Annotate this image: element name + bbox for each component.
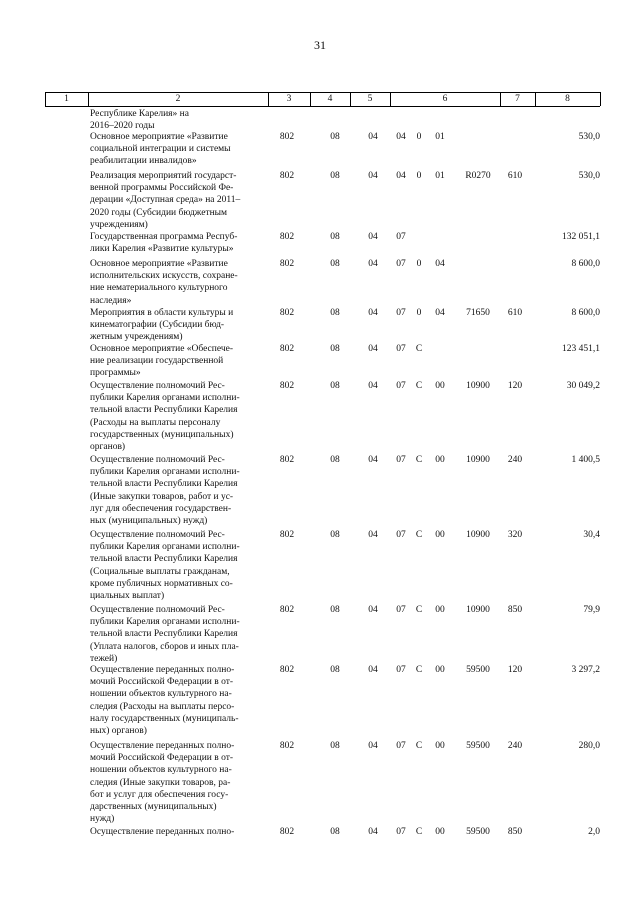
col-6-program: 07	[396, 827, 406, 837]
row-description	[90, 604, 268, 665]
col-8-amount: 280,0	[578, 741, 600, 751]
col-6-direction: 59500	[466, 665, 490, 675]
col-6-program: 04	[396, 132, 406, 142]
row-description	[90, 231, 268, 255]
col-6-direction: 10900	[466, 381, 490, 391]
row-description-line: Реализация мероприятий государст-	[90, 171, 237, 181]
row-description-line: циальных выплат)	[90, 591, 165, 602]
col-8-amount: 8 600,0	[571, 259, 600, 269]
header-col-3: 3	[286, 94, 292, 104]
col-6-program: 04	[396, 171, 406, 181]
row-description	[90, 170, 268, 231]
row-description-line: следия (Иные закупки товаров, ра-	[90, 777, 231, 788]
col-6-activity: 00	[435, 455, 445, 465]
col-3-code: 802	[279, 665, 295, 675]
col-6-direction: 10900	[466, 530, 490, 540]
col-8-amount: 1 400,5	[571, 455, 600, 465]
col-6-activity: 00	[435, 381, 445, 391]
col-6-direction: 10900	[466, 605, 490, 615]
col-6-subprogram: С	[415, 344, 423, 354]
row-description-line: тельной власти Республики Карелия	[90, 405, 238, 416]
col-7-expense-type: 240	[507, 455, 523, 465]
row-description	[90, 826, 268, 838]
col-6-program: 07	[396, 308, 406, 318]
row-description-line: ние нематериального культурного	[90, 283, 228, 294]
header-col-8: 8	[565, 94, 570, 104]
row-description-line: (Уплата налогов, сборов и иных пла-	[90, 641, 239, 652]
row-description-line: ние реализации государственной	[90, 356, 224, 367]
col-6-activity: 00	[435, 665, 445, 675]
col-6-program: 07	[396, 381, 406, 391]
col-8-amount: 30,4	[583, 530, 600, 540]
col-4-code: 08	[330, 232, 340, 242]
col-6-activity: 04	[435, 259, 445, 269]
row-description-line: публики Карелия органами исполни-	[90, 617, 240, 628]
col-4-code: 08	[330, 308, 340, 318]
row-description-line: Осуществление полномочий Рес-	[90, 381, 225, 391]
col-6-subprogram: С	[415, 665, 423, 675]
col-5-code: 04	[368, 132, 378, 142]
col-6-direction: 59500	[466, 827, 490, 837]
row-description-line: Основное мероприятие «Развитие	[90, 132, 228, 142]
col-4-code: 08	[330, 381, 340, 391]
row-description-line: (Расходы на выплаты персоналу	[90, 417, 221, 428]
row-description-line: Осуществление полномочий Рес-	[90, 455, 225, 465]
col-5-code: 04	[368, 344, 378, 354]
row-description-line: кроме публичных нормативных со-	[90, 578, 233, 589]
col-8-amount: 530,0	[578, 132, 600, 142]
col-4-code: 08	[330, 665, 340, 675]
row-description	[90, 529, 268, 602]
col-6-direction: R0270	[465, 171, 491, 181]
col-8-amount: 530,0	[578, 171, 600, 181]
row-description-line: тельной власти Республики Карелия	[90, 629, 238, 640]
col-3-code: 802	[279, 530, 295, 540]
row-description-line: реабилитации инвалидов»	[90, 156, 197, 167]
col-6-program: 07	[396, 232, 406, 242]
row-description-line: Республике Карелия» на	[90, 109, 189, 119]
col-6-subprogram: 0	[416, 308, 422, 318]
row-description	[90, 343, 268, 380]
col-8-amount: 132 051,1	[562, 232, 600, 242]
col-5-code: 04	[368, 259, 378, 269]
header-divider	[600, 92, 601, 106]
header-col-5: 5	[367, 94, 373, 104]
row-description-line: тельной власти Республики Карелия	[90, 479, 238, 490]
col-6-program: 07	[396, 605, 406, 615]
row-description-line: публики Карелия органами исполни-	[90, 467, 240, 478]
col-3-code: 802	[279, 232, 295, 242]
row-description-line: исполнительских искусств, сохране-	[90, 271, 238, 282]
row-description-line: (Социальные выплаты гражданам,	[90, 566, 230, 577]
col-4-code: 08	[330, 344, 340, 354]
row-description	[90, 108, 268, 132]
row-description-line: публики Карелия органами исполни-	[90, 542, 240, 553]
col-6-subprogram: С	[415, 605, 423, 615]
col-6-program: 07	[396, 344, 406, 354]
row-description-line: Осуществление переданных полно-	[90, 665, 235, 675]
col-7-expense-type: 610	[507, 308, 523, 318]
row-description	[90, 307, 268, 344]
col-5-code: 04	[368, 665, 378, 675]
col-5-code: 04	[368, 381, 378, 391]
col-6-program: 07	[396, 530, 406, 540]
row-description-line: мочий Российской Федерации в от-	[90, 753, 234, 764]
col-5-code: 04	[368, 827, 378, 837]
col-4-code: 08	[330, 605, 340, 615]
header-col-4: 4	[327, 94, 333, 104]
row-description-line: нужд)	[90, 814, 115, 825]
row-description-line: тельной власти Республики Карелия	[90, 554, 238, 565]
col-7-expense-type: 610	[507, 171, 523, 181]
col-8-amount: 3 297,2	[571, 665, 600, 675]
row-description-line: Государственная программа Респуб-	[90, 232, 238, 242]
col-5-code: 04	[368, 232, 378, 242]
col-6-activity: 04	[435, 308, 445, 318]
header-col-6: 6	[442, 94, 448, 104]
col-6-subprogram: 0	[416, 259, 422, 269]
col-4-code: 08	[330, 827, 340, 837]
row-description-line: Основное мероприятие «Развитие	[90, 259, 228, 269]
col-7-expense-type: 120	[507, 665, 523, 675]
row-description-line: следия (Расходы на выплаты персо-	[90, 701, 235, 712]
header-col-7: 7	[515, 94, 520, 104]
col-7-expense-type: 240	[507, 741, 523, 751]
col-6-subprogram: С	[415, 827, 423, 837]
col-3-code: 802	[279, 455, 295, 465]
row-description-line: органов)	[90, 442, 126, 453]
row-description	[90, 380, 268, 453]
col-5-code: 04	[368, 308, 378, 318]
header-bottom-rule	[45, 106, 600, 107]
row-description-line: Осуществление переданных полно-	[90, 741, 235, 751]
row-description-line: луг для обеспечения государствен-	[90, 503, 232, 514]
col-3-code: 802	[279, 171, 295, 181]
col-4-code: 08	[330, 455, 340, 465]
col-7-expense-type: 850	[507, 827, 523, 837]
col-6-program: 07	[396, 259, 406, 269]
row-description-line: ношении объектов культурного на-	[90, 689, 232, 700]
col-3-code: 802	[279, 381, 295, 391]
col-6-subprogram: С	[415, 381, 423, 391]
col-3-code: 802	[279, 344, 295, 354]
col-6-direction: 59500	[466, 741, 490, 751]
col-3-code: 802	[279, 308, 295, 318]
col-6-subprogram: С	[415, 741, 423, 751]
col-3-code: 802	[279, 605, 295, 615]
row-description-line: Основное мероприятие «Обеспече-	[90, 344, 233, 354]
col-6-subprogram: С	[415, 530, 423, 540]
page-number: 31	[314, 38, 326, 52]
col-6-direction: 71650	[466, 308, 490, 318]
row-description	[90, 454, 268, 527]
row-description-line: дарственных (муниципальных)	[90, 802, 217, 813]
col-7-expense-type: 320	[507, 530, 523, 540]
col-6-program: 07	[396, 455, 406, 465]
row-description	[90, 131, 268, 168]
row-description-line: лики Карелия «Развитие культуры»	[90, 244, 234, 255]
row-description-line: дерации «Доступная среда» на 2011–	[90, 195, 241, 206]
col-4-code: 08	[330, 530, 340, 540]
col-5-code: 04	[368, 171, 378, 181]
col-8-amount: 30 049,2	[566, 381, 600, 391]
col-7-expense-type: 120	[507, 381, 523, 391]
col-3-code: 802	[279, 741, 295, 751]
col-8-amount: 8 600,0	[571, 308, 600, 318]
col-6-activity: 00	[435, 605, 445, 615]
col-8-amount: 2,0	[588, 827, 600, 837]
col-6-program: 07	[396, 665, 406, 675]
col-6-activity: 01	[435, 132, 445, 142]
header-col-1: 1	[64, 94, 69, 104]
row-description-line: наследия»	[90, 295, 132, 306]
col-5-code: 04	[368, 530, 378, 540]
row-description-line: Осуществление полномочий Рес-	[90, 605, 225, 615]
col-6-direction: 10900	[466, 455, 490, 465]
row-description-line: публики Карелия органами исполни-	[90, 393, 240, 404]
header-col-2: 2	[175, 94, 181, 104]
col-3-code: 802	[279, 259, 295, 269]
row-description	[90, 740, 268, 825]
col-8-amount: 79,9	[583, 605, 600, 615]
row-description	[90, 664, 268, 737]
col-6-activity: 01	[435, 171, 445, 181]
row-description-line: жетным учреждениям)	[90, 332, 183, 343]
row-description-line: налу государственных (муниципаль-	[90, 713, 239, 724]
col-4-code: 08	[330, 132, 340, 142]
row-description-line: (Иные закупки товаров, работ и ус-	[90, 491, 234, 502]
row-description-line: ных) органов)	[90, 726, 147, 737]
col-4-code: 08	[330, 259, 340, 269]
row-description-line: социальной интеграции и системы	[90, 144, 231, 155]
row-description-line: 2020 годы (Субсидии бюджетным	[90, 207, 228, 218]
row-description-line: Мероприятия в области культуры и	[90, 308, 234, 318]
row-description	[90, 258, 268, 307]
col-7-expense-type: 850	[507, 605, 523, 615]
col-4-code: 08	[330, 171, 340, 181]
row-description-line: Осуществление полномочий Рес-	[90, 530, 225, 540]
row-description-line: программы»	[90, 368, 141, 379]
col-4-code: 08	[330, 741, 340, 751]
col-6-subprogram: С	[415, 455, 423, 465]
col-6-activity: 00	[435, 827, 445, 837]
row-description-line: венной программы Российской Фе-	[90, 183, 234, 194]
row-description-line: ношении объектов культурного на-	[90, 765, 232, 776]
col-6-program: 07	[396, 741, 406, 751]
row-description-line: учреждениям)	[90, 219, 148, 230]
col-8-amount: 123 451,1	[562, 344, 600, 354]
row-description-line: Осуществление переданных полно-	[90, 827, 235, 837]
row-description-line: 2016–2020 годы	[90, 121, 155, 132]
col-5-code: 04	[368, 741, 378, 751]
col-3-code: 802	[279, 132, 295, 142]
row-description-line: государственных (муниципальных)	[90, 429, 234, 440]
row-description-line: тежей)	[90, 653, 118, 664]
col-5-code: 04	[368, 605, 378, 615]
col-3-code: 802	[279, 827, 295, 837]
row-description-line: мочий Российской Федерации в от-	[90, 677, 234, 688]
col-6-activity: 00	[435, 530, 445, 540]
row-description-line: бот и услуг для обеспечения госу-	[90, 789, 229, 800]
col-6-activity: 00	[435, 741, 445, 751]
row-description-line: ных (муниципальных) нужд)	[90, 516, 208, 527]
row-description-line: кинематографии (Субсидии бюд-	[90, 320, 225, 331]
col-5-code: 04	[368, 455, 378, 465]
col-6-subprogram: 0	[416, 171, 422, 181]
col-6-subprogram: 0	[416, 132, 422, 142]
